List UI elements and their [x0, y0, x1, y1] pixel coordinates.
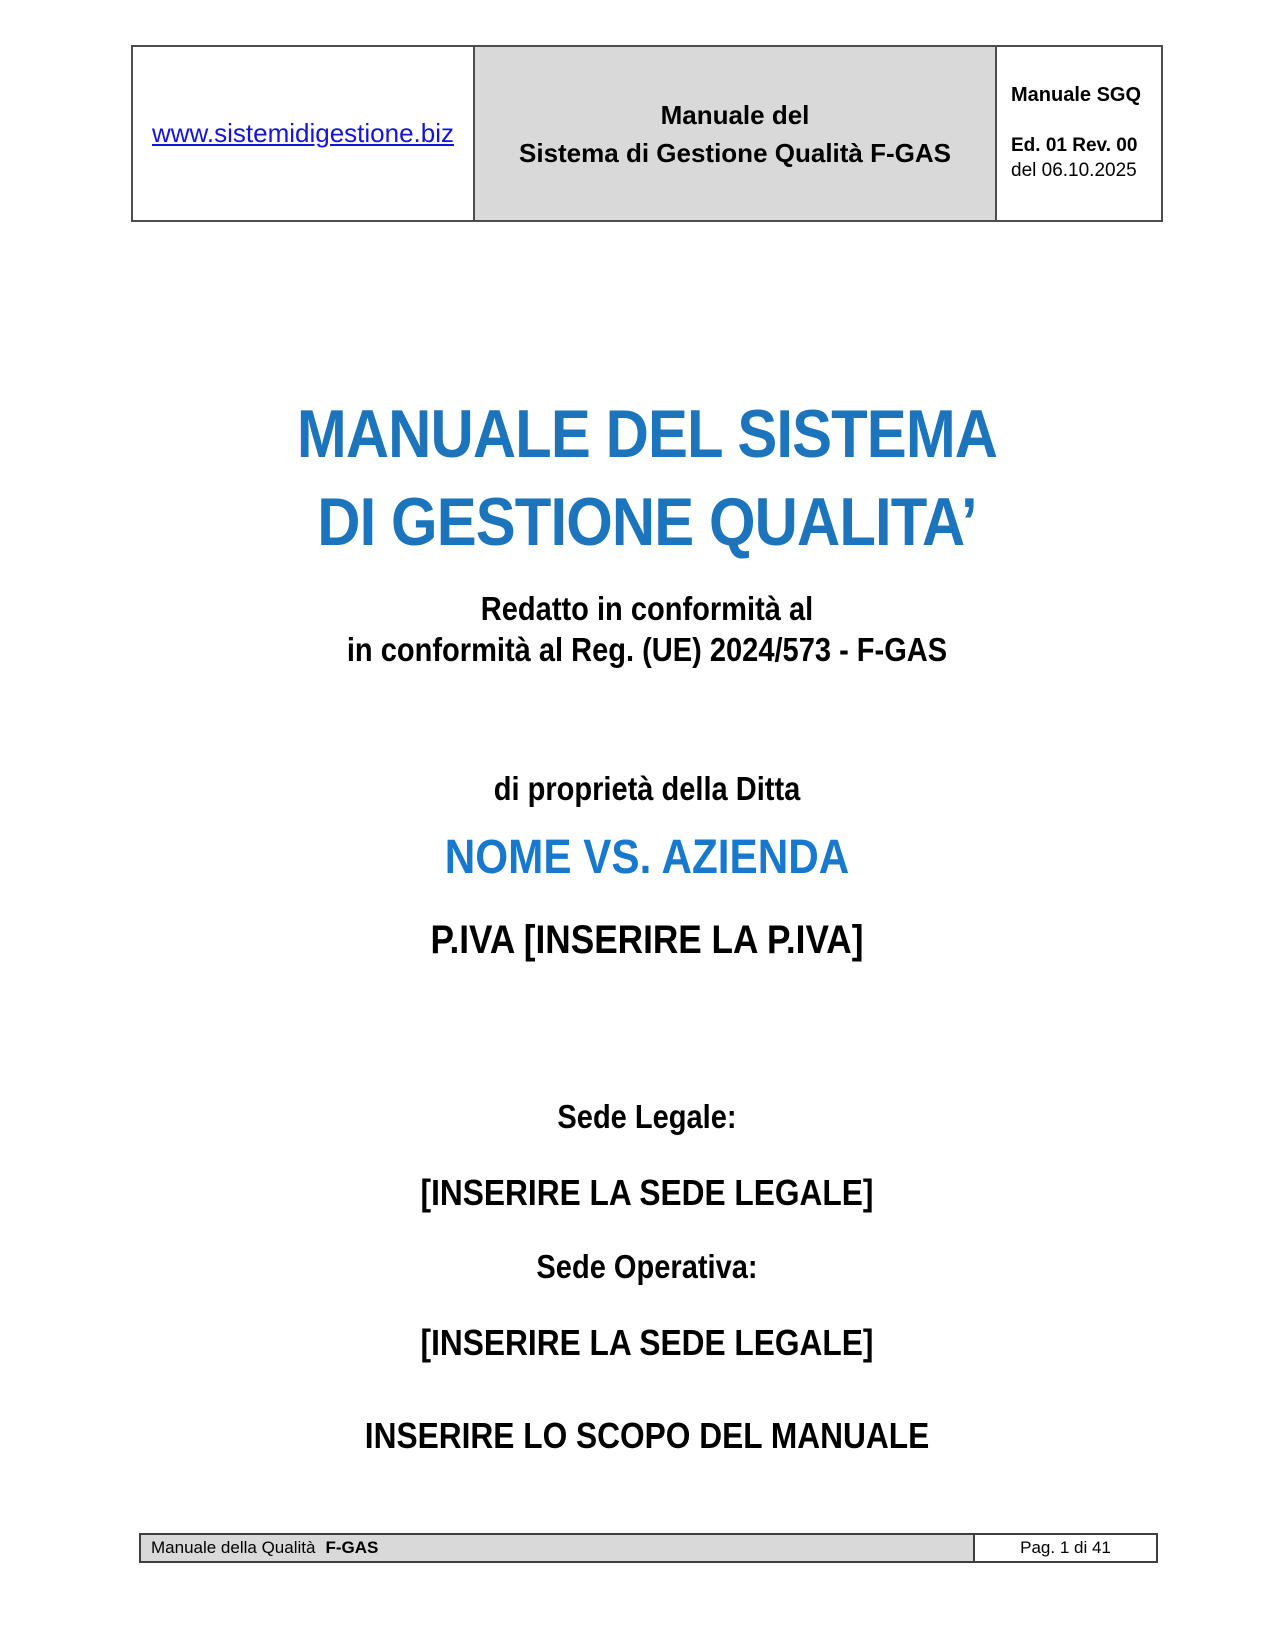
- scope-placeholder: INSERIRE LO SCOPO DEL MANUALE: [364, 1415, 930, 1456]
- footer-doc-name-suffix: F-GAS: [325, 1538, 379, 1557]
- header-doc-title-cell: [475, 47, 997, 220]
- company-name: NOME VS. AZIENDA: [444, 831, 850, 884]
- legal-seat-value: [INSERIRE LA SEDE LEGALE]: [420, 1172, 874, 1213]
- footer-doc-name: Manuale della Qualità: [151, 1538, 316, 1557]
- doc-code: Manuale SGQ: [1011, 84, 1142, 106]
- main-title-line1: MANUALE DEL SISTEMA: [296, 396, 998, 472]
- header-revision-cell: [997, 47, 1161, 220]
- footer-table: [139, 1533, 1158, 1563]
- operational-seat-value: [INSERIRE LA SEDE LEGALE]: [420, 1322, 874, 1363]
- subtitle-line1: Redatto in conformità al: [480, 590, 814, 627]
- ownership-label: di proprietà della Ditta: [493, 770, 801, 807]
- conformity-subtitle: [193, 588, 1101, 670]
- operational-seat-label: Sede Operativa:: [536, 1248, 758, 1285]
- subtitle-line2: in conformità al Reg. (UE) 2024/573 - F-GAS: [346, 631, 948, 668]
- vat-line: P.IVA [INSERIRE LA P.IVA]: [430, 918, 864, 962]
- legal-seat-label: Sede Legale:: [557, 1098, 737, 1135]
- edition-revision: Ed. 01 Rev. 00: [1011, 135, 1138, 156]
- website-link[interactable]: www.sistemidigestione.biz: [151, 118, 454, 148]
- footer-doc-name-cell: [141, 1535, 975, 1561]
- header-table: [131, 45, 1163, 222]
- footer-page-cell: [975, 1535, 1156, 1561]
- doc-title-line2: Sistema di Gestione Qualità F-GAS: [519, 137, 951, 168]
- header-website-cell: [133, 47, 475, 220]
- main-title: [193, 390, 1101, 566]
- revision-date: del 06.10.2025: [1011, 160, 1137, 181]
- doc-title-line1: Manuale del: [660, 99, 810, 130]
- main-title-line2: DI GESTIONE QUALITA’: [317, 484, 977, 560]
- page-indicator: Pag. 1 di 41: [1020, 1538, 1111, 1557]
